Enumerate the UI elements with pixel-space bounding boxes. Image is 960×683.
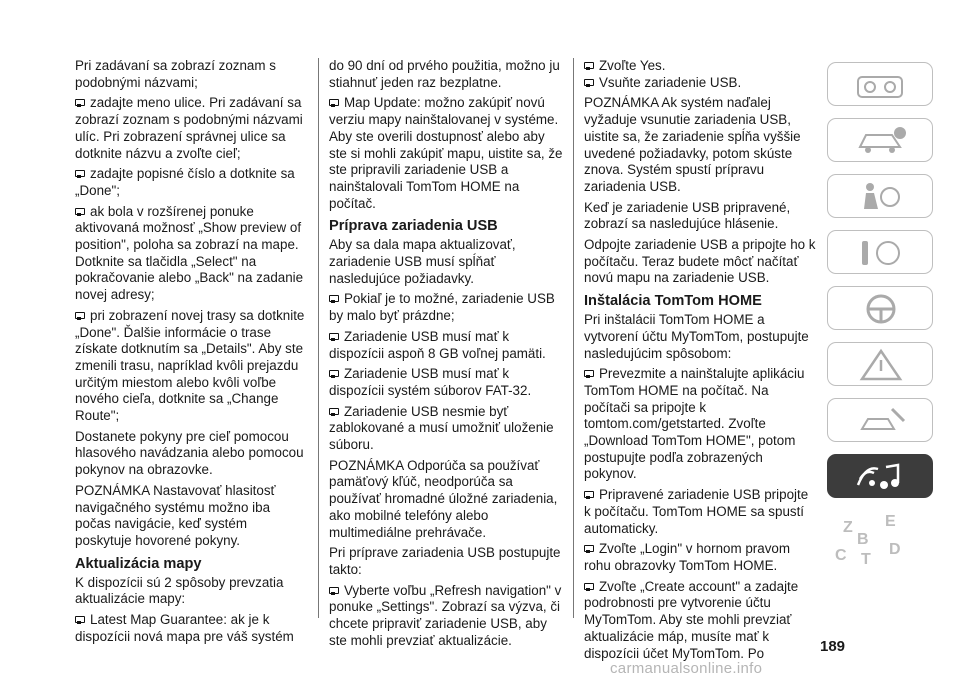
- bullet-icon: [329, 408, 341, 417]
- paragraph: Dostanete pokyny pre cieľ pomocou hlasového navádzania alebo pomocou pokynov na obrazovke.: [75, 428, 304, 478]
- tab-emergency[interactable]: [827, 342, 933, 386]
- tab-car-info[interactable]: [827, 118, 933, 162]
- bullet-item: zadajte meno ulice. Pri zadávaní sa zobrazí zoznam s podobnými názvami ulíc. Pri zobrazení správnej ulice sa dotknite názvu a zvoľte cieľ;: [75, 95, 303, 161]
- bullet-item: Vsuňte zariadenie USB.: [584, 75, 818, 92]
- bullet-item: ak bola v rozšírenej ponuke aktivovaná možnosť „Show preview of position", poloha sa zobrazí na mape. Dotknite sa tlačidla „Select" na pokračovanie alebo „Back" na zadanie novej adresy;: [75, 203, 304, 303]
- bullet-icon: [329, 333, 341, 342]
- paragraph: Keď je zariadenie USB pripravené, zobrazí sa nasledujúce hlásenie.: [584, 199, 791, 232]
- bullet-icon: [329, 295, 341, 304]
- bullet-item: Prevezmite a nainštalujte aplikáciu TomTom HOME na počítač. Na počítači sa pripojte k tomtom.com/getstarted. Zvoľte „Download TomTom HOME", potom postupujte podľa zobrazených pokynov.: [584, 366, 805, 482]
- section-heading: Príprava zariadenia USB: [329, 218, 498, 235]
- bullet-item: Pripravené zariadenie USB pripojte k počítaču. TomTom HOME sa spustí automaticky.: [584, 487, 809, 536]
- tab-starting[interactable]: [827, 230, 933, 274]
- bullet-icon: [584, 491, 596, 500]
- bullet-item: Pokiaľ je to možné, zariadenie USB by malo byť prázdne;: [329, 291, 555, 324]
- bullet-icon: [584, 79, 596, 88]
- paragraph: POZNÁMKA Nastavovať hlasitosť navigačného systému možno iba počas navigácie, keď systém poskytuje hovorené pokyny.: [75, 482, 276, 548]
- key-start-icon: [848, 235, 914, 271]
- paragraph: do 90 dní od prvého použitia, možno ju stiahnuť jeden raz bezplatne.: [329, 58, 560, 90]
- chapter-index-tabs: [827, 62, 933, 582]
- car-dashboard-icon: [848, 67, 914, 103]
- tab-dashboard[interactable]: [827, 62, 933, 106]
- alphabet-index-icon: [827, 510, 933, 570]
- watermark: carmanualsonline.info: [610, 660, 763, 677]
- bullet-item: Map Update: možno zakúpiť novú verziu mapy nainštalovanej v systéme. Aby ste overili dostupnosť alebo aby ste si mohli zakúpiť mapu, uistite sa, že ste pripravili zariadenie USB a nainštalovali TomTom HOME na počítač.: [329, 95, 563, 211]
- bullet-item: Vyberte voľbu „Refresh navigation" v ponuke „Settings". Zobrazí sa výzva, či chcete pripraviť zariadenie USB, aby ste mohli prevziať aktualizácie.: [329, 582, 562, 648]
- steering-wheel-icon: [848, 291, 914, 327]
- bullet-icon: [75, 312, 87, 321]
- tab-alphabetical-index[interactable]: [827, 510, 933, 570]
- paragraph: Pri príprave zariadenia USB postupujte takto:: [329, 545, 561, 577]
- tab-driving[interactable]: [827, 286, 933, 330]
- bullet-item: Zariadenie USB nesmie byť zablokované a musí umožniť uloženie súboru.: [329, 403, 554, 453]
- paragraph: Pri inštalácii TomTom HOME a vytvorení účtu MyTomTom, postupujte nasledujúcim spôsobom:: [584, 312, 809, 361]
- bullet-icon: [75, 99, 87, 108]
- paragraph: POZNÁMKA Ak systém naďalej vyžaduje vsunutie zariadenia USB, uistite sa, že zariadenie spĺňa vyššie uvedené požiadavky, potom skúste znova. Systém spustí prípravu zariadenia USB.: [584, 95, 801, 194]
- bullet-item: Zariadenie USB musí mať k dispozícii systém súborov FAT-32.: [329, 366, 532, 398]
- bullet-icon: [584, 583, 596, 592]
- index-letter: E: [885, 513, 896, 530]
- bullet-icon: [584, 370, 596, 379]
- bullet-icon: [329, 587, 341, 596]
- paragraph: Odpojte zariadenie USB a pripojte ho k počítaču. Teraz budete môcť načítať novú mapu na zariadenie USB.: [584, 237, 816, 286]
- tab-maintenance[interactable]: [827, 398, 933, 442]
- paragraph: POZNÁMKA Odporúča sa používať pamäťový kľúč, neodporúča sa používať hromadné úložné zariadenia, ako mobilné telefóny alebo multimediálne prehrávače.: [329, 457, 558, 540]
- bullet-icon: [329, 99, 341, 108]
- page-number: 189: [820, 638, 846, 655]
- paragraph: K dispozícii sú 2 spôsoby prevzatia aktualizácie mapy:: [75, 574, 284, 607]
- index-letter: D: [889, 541, 901, 558]
- section-heading: Aktualizácia mapy: [75, 555, 202, 572]
- bullet-item: zadajte popisné číslo a dotknite sa „Done";: [75, 166, 295, 198]
- text-column-3: [584, 58, 818, 666]
- bullet-icon: [329, 370, 341, 379]
- car-info-icon: [848, 123, 914, 159]
- warning-triangle-icon: [848, 347, 914, 383]
- tab-safety[interactable]: [827, 174, 933, 218]
- bullet-icon: [75, 208, 87, 217]
- tab-multimedia[interactable]: [827, 454, 933, 498]
- bullet-icon: [75, 616, 87, 625]
- index-letter: Z: [843, 519, 853, 536]
- index-letter: B: [857, 531, 869, 548]
- section-heading: Inštalácia TomTom HOME: [584, 293, 762, 310]
- airbag-safety-icon: [848, 179, 914, 215]
- paragraph: Pri zadávaní sa zobrazí zoznam s podobnými názvami;: [75, 58, 276, 90]
- bullet-item: Zariadenie USB musí mať k dispozícii aspoň 8 GB voľnej pamäti.: [329, 328, 546, 361]
- index-letter: C: [835, 547, 847, 564]
- text-column-1: [75, 58, 307, 650]
- bullet-item: pri zobrazení novej trasy sa dotknite „Done". Ďalšie informácie o trase získate dotknutím sa „Details". Aby ste zmenili trasu, napríklad kvôli prejazdu určitým miestom alebo kvôli voľbe nového cieľa, dotknite sa „Change Route";: [75, 307, 305, 424]
- bullet-icon: [584, 545, 596, 554]
- index-letter: T: [861, 551, 871, 568]
- multimedia-icon: [848, 459, 914, 495]
- bullet-item: Zvoľte Yes.: [584, 58, 818, 75]
- paragraph: Aby sa dala mapa aktualizovať, zariadenie USB musí spĺňať nasledujúce požiadavky.: [329, 237, 516, 286]
- bullet-item: Latest Map Guarantee: ak je k dispozícii nová mapa pre váš systém: [75, 612, 294, 644]
- bullet-icon: [75, 170, 87, 179]
- wrench-car-icon: [848, 403, 914, 439]
- bullet-icon: [584, 62, 596, 71]
- bullet-item: Zvoľte „Login" v hornom pravom rohu obrazovky TomTom HOME.: [584, 541, 790, 573]
- column-separator: [573, 58, 574, 618]
- bullet-item: Zvoľte „Create account" a zadajte podrobnosti pre vytvorenie účtu MyTomTom. Aby ste mohli prevziať aktualizácie máp, musíte mať k dispozícii účet MyTomTom. Po: [584, 578, 799, 661]
- text-column-2: [329, 58, 563, 654]
- column-separator: [318, 58, 319, 618]
